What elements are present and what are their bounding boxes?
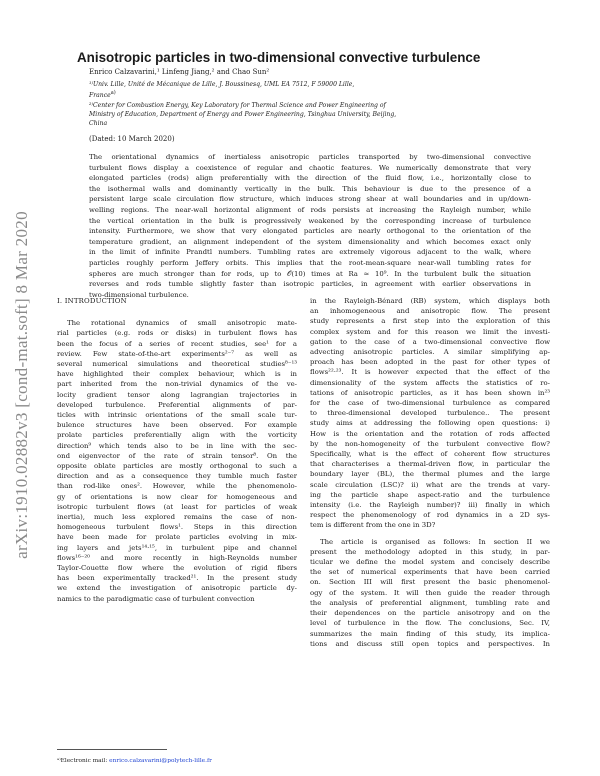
left-column	[57, 296, 297, 604]
body-line: inertia), much less explored remains the case of non-	[57, 513, 297, 522]
body-line: for the case of two-dimensional turbulence as compared	[310, 399, 550, 408]
right-column	[310, 296, 550, 649]
arxiv-stamp	[2, 200, 42, 570]
body-line: ogy of the system. It will then guide the reader through	[310, 588, 550, 597]
affiliation-2-cont	[89, 110, 529, 119]
body-line: ticles with intrinsic orientations of the small scale tur-	[57, 411, 297, 420]
body-line: ticular we define the model system and concisely describe	[310, 558, 550, 567]
affiliation-2	[89, 101, 529, 110]
body-line: The article is organised as follows: In section II we	[320, 537, 550, 546]
body-line: advecting anisotropic particles. A similar simplifying ap-	[310, 348, 550, 357]
body-line: bulence structures have been observed. For example	[57, 421, 297, 430]
body-line: respect the phenomenology of rod dynamics in a 2D sys-	[310, 511, 550, 520]
body-line: flows¹⁶⁻²⁰ and more recently in high-Reynolds number	[57, 553, 297, 562]
body-line: locity gradient tensor along lagrangian trajectories in	[57, 390, 297, 399]
body-line: part inherited from the non-trivial dynamics of the ve-	[57, 380, 297, 389]
affiliation-2-cont2	[89, 119, 529, 128]
body-line: scale circulation (LSC)? ii) what are the trends at vary-	[310, 480, 550, 489]
body-line: study aims at addressing the following open questions: i)	[310, 419, 550, 428]
body-line: ing layers and jets¹⁴·¹⁵, in turbulent pipe and channel	[57, 543, 297, 552]
abstract-line: spheres are much stronger than for rods, up to 𝒪(10) times at Ra ≃ 10⁹. In the turbulent bulk the situation	[89, 269, 531, 278]
body-line: on. Section III will first present the basic phenomenol-	[310, 578, 550, 587]
body-line: ing the particle shape aspect-ratio and the turbulence	[310, 490, 550, 499]
footnote-rule	[57, 749, 167, 750]
body-line: gation to the case of a two-dimensional convective flow	[310, 337, 550, 346]
body-line: has been experimentally tracked²¹. In the present study	[57, 574, 297, 583]
body-line: to three-dimensional developed turbulence.. The present	[310, 409, 550, 418]
abstract-line: the isothermal walls and dominantly vertically in the bulk. This behaviour is due to the presence of a	[89, 184, 531, 193]
body-line: developed turbulence. Preferential alignments of par-	[57, 400, 297, 409]
body-line: we extend the investigation of anisotropic particle dy-	[57, 584, 297, 593]
affiliation-1-cont: France$^{a)}$	[89, 90, 116, 100]
affiliation-line: ²⁾Center for Combustion Energy, Key Laboratory for Thermal Science and Power Engineering of	[89, 102, 386, 109]
date-line: (Dated: 10 March 2020)	[89, 135, 175, 143]
body-line: tem is different from the one in 3D?	[310, 521, 436, 530]
abstract-line: The orientational dynamics of inertialess anisotropic particles transported by two-dimensional convective	[89, 153, 531, 161]
body-line: review. Few state-of-the-art experiments²⁻⁷ as well as	[57, 349, 297, 358]
body-line: their dependences on the particle anisotropy and on the	[310, 609, 550, 618]
affiliation-line: France	[89, 92, 111, 100]
affiliation-line: China	[89, 120, 108, 127]
body-line: homogeneous turbulent flows¹. Steps in this direction	[57, 523, 297, 532]
body-line: boundary layer (BL), the thermal plumes and the large	[310, 470, 550, 479]
body-line: dimensionality of the system affects the statistics of ro-	[310, 378, 550, 387]
abstract-line: in the limit of infinite Prandtl numbers. Tumbling rates are extremely vigorous adjacent to the walk, where	[89, 248, 531, 257]
footnote-label: ᵃ⁾Electronic mail:	[57, 758, 108, 764]
author-list: Enrico Calzavarini,¹ Linfeng Jiang,² and Chao Sun²	[89, 68, 270, 76]
body-line: tions and discuss still open topics and perspectives. In	[310, 639, 550, 648]
body-line: ond eigenvector of the rate of strain tensor⁸. On the	[57, 451, 297, 460]
body-line: than rod-like ones². However, while the phenomenolo-	[57, 482, 297, 491]
body-line: been the focus of a series of recent studies, see¹ for a	[57, 339, 297, 348]
body-line: namics to the paradigmatic case of turbulent convection	[57, 594, 255, 603]
body-line: opposite oblate particles are mostly orthogonal to such a	[57, 462, 297, 471]
body-line: by the non-homogeneity of the turbulent convective flow?	[310, 439, 550, 448]
paper-title: Anisotropic particles in two-dimensional convective turbulence	[77, 50, 481, 65]
body-line: an inhomogeneous and anisotropic flow. The present	[310, 307, 550, 316]
abstract-line: elongated particles (rods) align preferentially with the direction of the fluid flow, i.e., horizontally close to	[89, 174, 531, 183]
body-line: that characterises a thermal-driven flow, in particular the	[310, 460, 550, 469]
abstract-line: temperature gradient, an alignment independent of the system dimensionality and which becomes exact only	[89, 237, 531, 246]
section-heading: I. INTRODUCTION	[57, 297, 127, 305]
abstract-line: persistent large scale circulation flow structure, which induces strong shear at wall boundaries and in up/down-	[89, 195, 531, 204]
body-line: direction and as a consequence they tumble much faster	[57, 472, 297, 481]
body-line: the set of numerical experiments that have been carried	[310, 568, 550, 577]
body-line: level of turbulence in the flow. The conclusions, Sec. IV,	[310, 619, 550, 628]
body-line: several numerical simulations and theoretical studies⁸⁻¹³	[57, 360, 297, 369]
body-line: study represents a first step into the exploration of this	[310, 317, 550, 326]
abstract-line: turbulent flows display a coexistence of regular and chaotic features. We numerically demonstrate that very	[89, 163, 531, 172]
email-link[interactable]: enrico.calzavarini@polytech-lille.fr	[109, 758, 212, 764]
abstract-line: intensity. Furthermore, we show that very elongated particles are nearly orthogonal to the orientation of the	[89, 227, 531, 236]
body-line: intensity (i.e. the Rayleigh number)? iii) finally in which	[310, 501, 550, 510]
body-line: have highlighted their complex behaviour, which is in	[57, 370, 297, 379]
affiliation-line: ¹⁾Univ. Lille, Unité de Mécanique de Lille, J. Boussinesq, UML EA 7512, F 59000 Lille,	[89, 81, 355, 88]
body-line: proach has been adopted in the past for other types of	[310, 358, 550, 367]
affiliation-line: Ministry of Education, Department of Energy and Power Engineering, Tsinghua University, Beijing,	[89, 111, 397, 118]
abstract-line: reverses and rods tumble slightly faster than isotropic particles, in agreement with earlier observations in	[89, 280, 531, 289]
body-line: tations of anisotropic particles, as it has been shown in²³	[310, 388, 550, 397]
body-line: have been made for prolate particles evolving in mix-	[57, 533, 297, 542]
body-line: in the Rayleigh-Bénard (RB) system, which displays both	[310, 297, 550, 305]
body-line: direction⁹ which tends also to be in line with the sec-	[57, 441, 297, 450]
body-line: present the methodology adopted in this study, in par-	[310, 547, 550, 556]
footnote	[57, 758, 212, 764]
body-line: Specifically, what is the effect of coherent flow structures	[310, 450, 550, 459]
body-line: complex system and for this reason we limit the investi-	[310, 327, 550, 336]
body-line: summarizes the main finding of this study, its implica-	[310, 629, 550, 638]
abstract-line: welling regions. The near-wall horizontal alignment of rods persists at increasing the Rayleigh number, while	[89, 205, 531, 214]
abstract-line: the vertical orientation in the bulk is progressively weakened by the corresponding increase of turbulence	[89, 216, 531, 225]
abstract-line: two-dimensional turbulence.	[89, 290, 189, 299]
body-line: The rotational dynamics of small anisotropic mate-	[67, 319, 297, 328]
body-line: isotropic turbulent flows (at least for particles of weak	[57, 502, 297, 511]
body-line: Taylor-Couette flow where the evolution of rigid fibers	[57, 564, 297, 573]
body-line: How is the orientation and the rotation of rods affected	[310, 429, 550, 438]
abstract	[89, 152, 531, 300]
body-line: the analysis of preferential alignment, tumbling rate and	[310, 598, 550, 607]
body-line: flows²²·²³. It is however expected that the effect of the	[310, 368, 550, 377]
abstract-line: particles roughly perform Jeffery orbits. This implies that the root-mean-square near-wall tumbling rates for	[89, 258, 531, 267]
body-line: rial particles (e.g. rods or disks) in turbulent flows has	[57, 329, 297, 338]
body-line: gy of orientations is now clear for homogeneous and	[57, 492, 297, 501]
arxiv-stamp-text: arXiv:1910.02882v3 [cond-mat.soft] 8 Mar 2020	[12, 211, 31, 559]
body-line: prolate particles preferentially align with the vorticity	[57, 431, 297, 440]
affiliation-1	[89, 80, 529, 89]
